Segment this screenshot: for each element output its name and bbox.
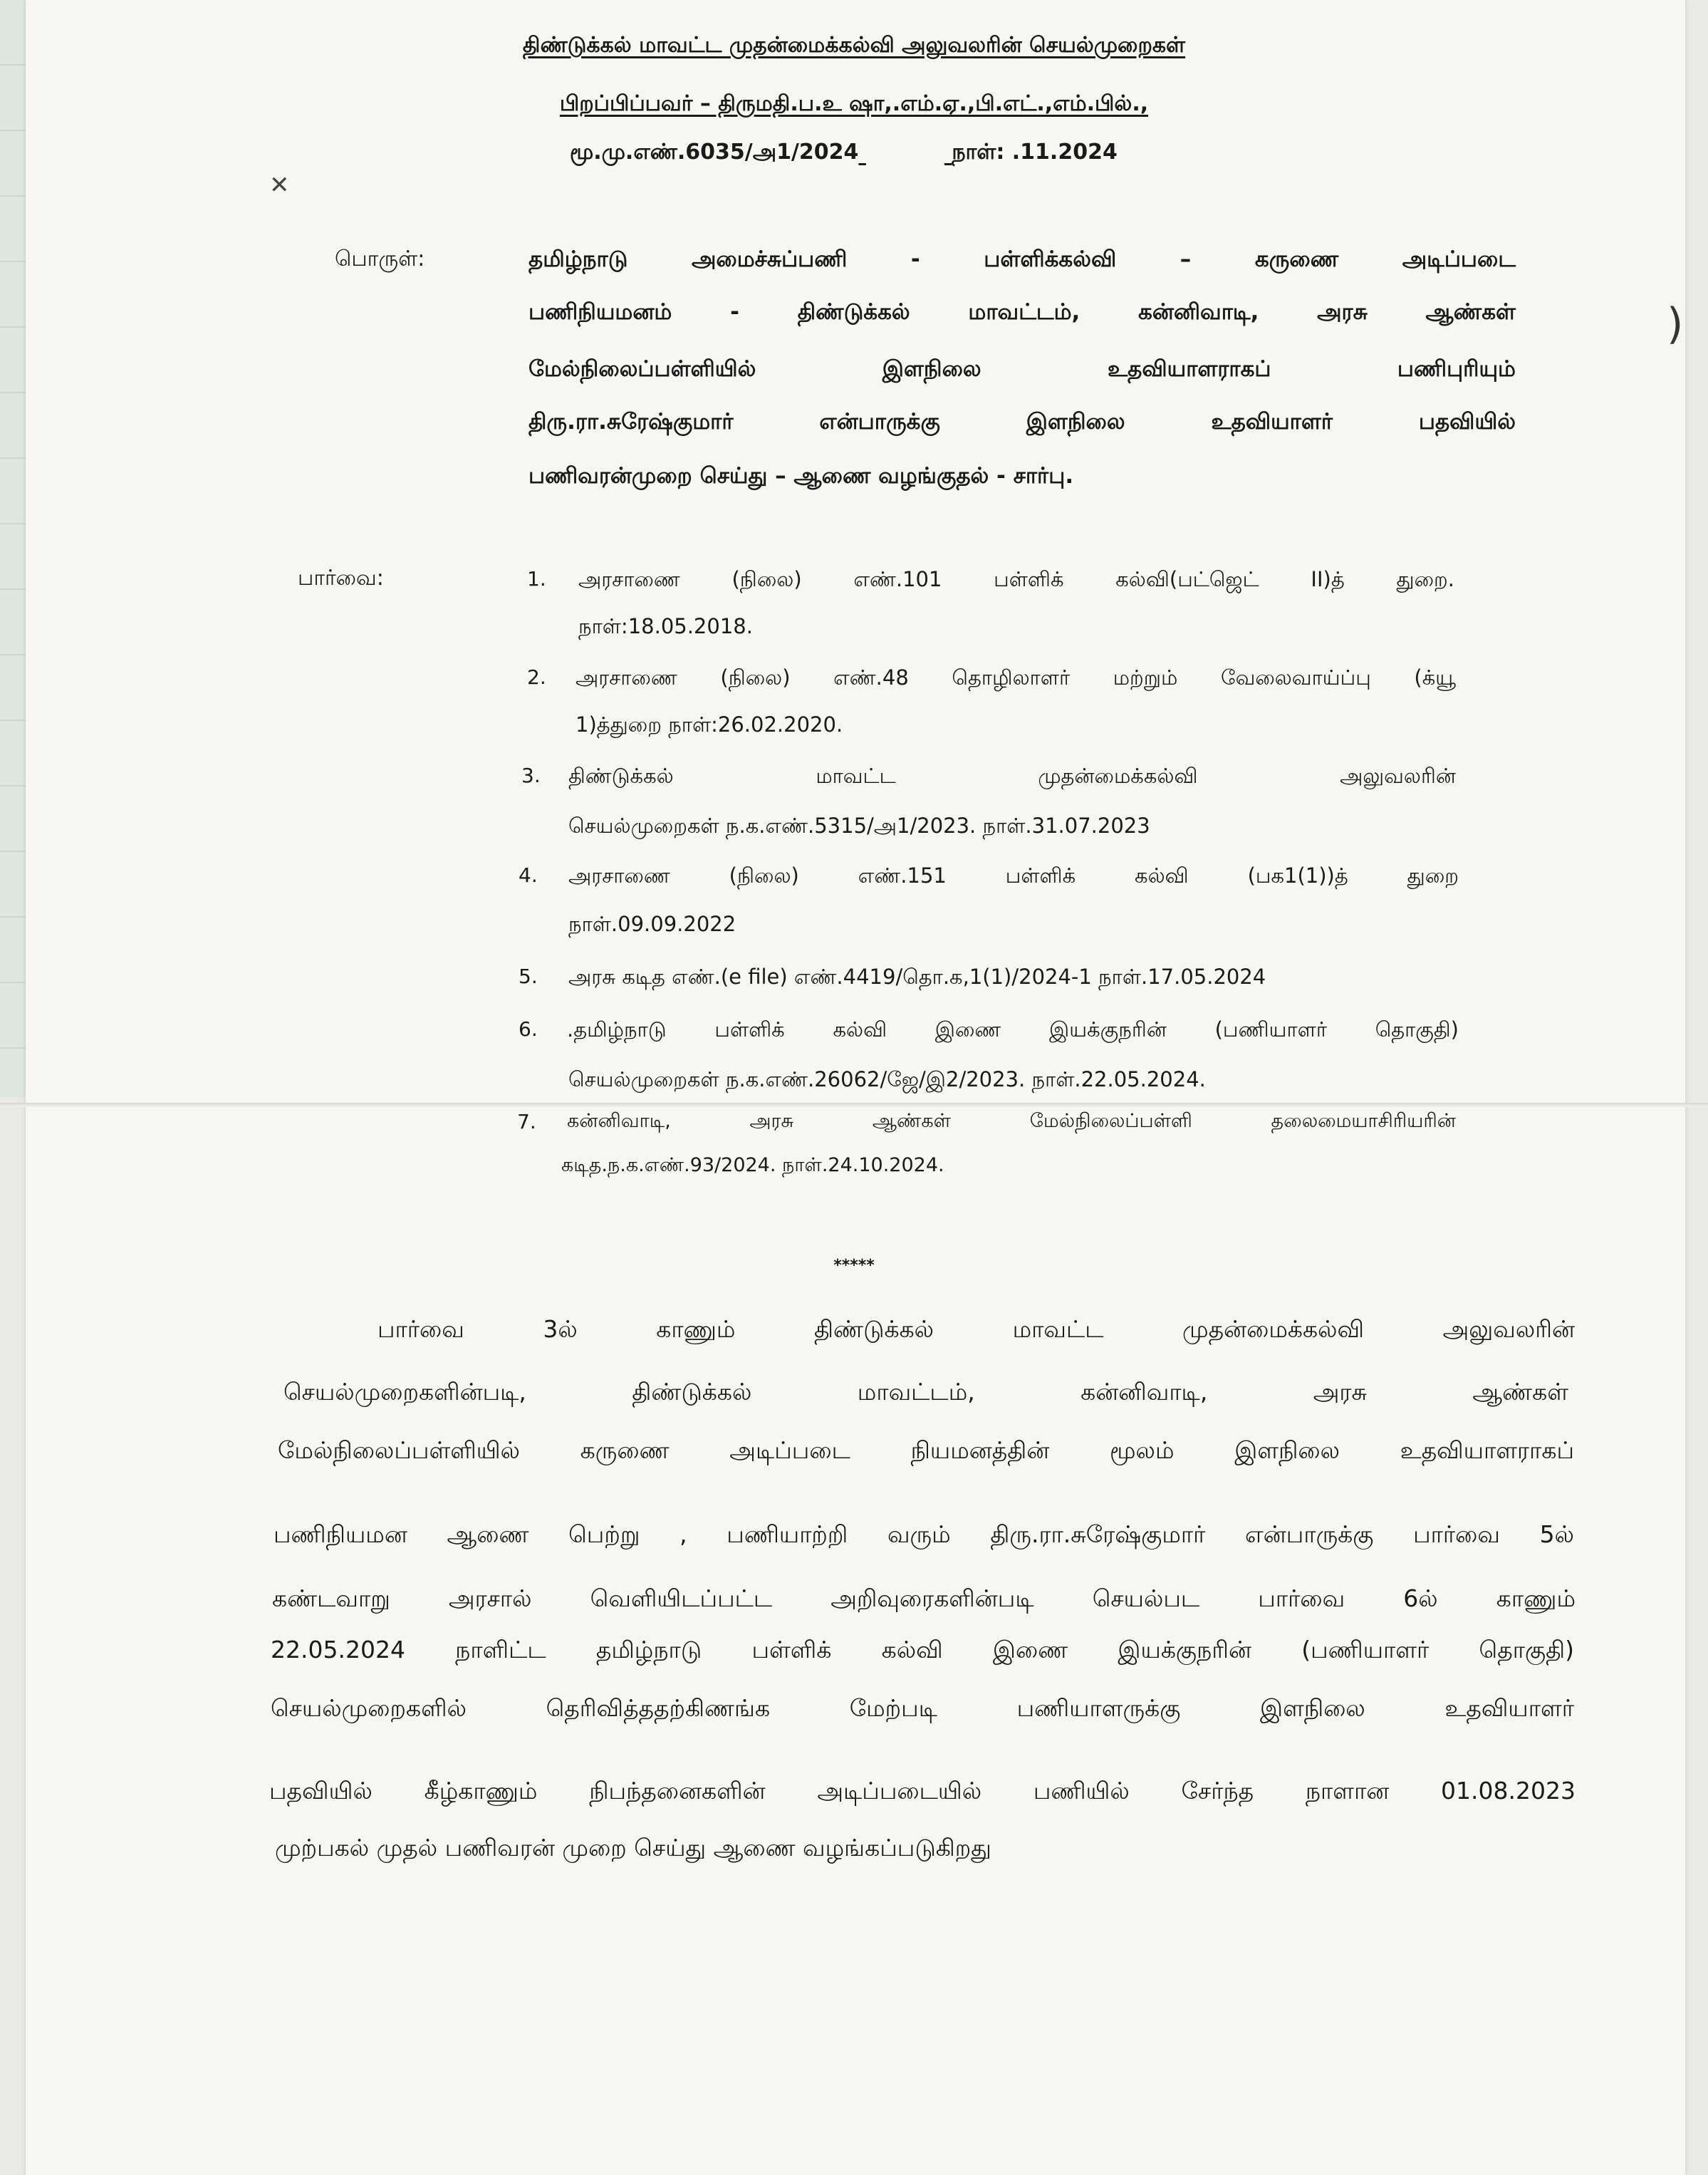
reference-line: அரசாணை (நிலை) எண்.48 தொழிலாளர் மற்றும் வேலைவாய்ப்பு (க்யூ [576,665,1456,690]
body-line: பணிநியமன ஆணை பெற்று , பணியாற்றி வரும் திரு.ரா.சுரேஷ்குமார் என்பாருக்கு பார்வை 5ல் [274,1520,1574,1548]
reference-line: செயல்முறைகள் ந.க.எண்.26062/ஜே/இ2/2023. நாள்.22.05.2024. [568,1067,1206,1091]
body-line: செயல்முறைகளின்படி, திண்டுக்கல் மாவட்டம், கன்னிவாடி, அரசு ஆண்கள் [283,1378,1568,1406]
pen-mark-icon: ✕ [269,171,290,199]
separator: ***** [833,1257,875,1275]
reference-number: 1. [527,567,546,591]
reference-line: கடித.ந.க.எண்.93/2024. நாள்.24.10.2024. [561,1154,944,1176]
subject-label: பொருள்: [335,246,425,271]
document-title: திண்டுக்கல் மாவட்ட முதன்மைக்கல்வி அலுவலரின் செயல்முறைகள் [522,33,1186,58]
body-line: பார்வை 3ல் காணும் திண்டுக்கல் மாவட்ட முதன்மைக்கல்வி அலுவலரின் [377,1315,1575,1343]
body-line: பதவியில் கீழ்காணும் நிபந்தனைகளின் அடிப்படையில் பணியில் சேர்ந்த நாளான 01.08.2023 [269,1777,1576,1805]
reference-line: கன்னிவாடி, அரசு ஆண்கள் மேல்நிலைப்பள்ளி தலைமையாசிரியரின் [567,1110,1456,1132]
reference-line: 1)த்துறை நாள்:26.02.2020. [576,712,843,737]
reference-line: செயல்முறைகள் ந.க.எண்.5315/அ1/2023. நாள்.31.07.2023 [568,814,1150,838]
reference-number: 4. [519,863,538,887]
document-date: நாள்: .11.2024 [952,140,1118,165]
issuer-line: பிறப்பிப்பவர் – திருமதி.ப.உ ஷா,.எம்.ஏ.,பி.எட்.,எம்.பில்., [559,91,1149,116]
body-line: 22.05.2024 நாளிட்ட தமிழ்நாடு பள்ளிக் கல்வி இணை இயக்குநரின் (பணியாளர் தொகுதி) [271,1636,1574,1663]
subject-line: தமிழ்நாடு அமைச்சுப்பணி - பள்ளிக்கல்வி – கருணை அடிப்படை [528,246,1516,272]
reference-number: 7. [517,1110,536,1133]
reference-line: நாள்:18.05.2018. [578,614,753,638]
references-label: பார்வை: [298,566,384,591]
page-fold [0,1103,1708,1107]
reference-number: 2. [527,665,546,689]
pen-bracket-icon: ) [1667,299,1684,349]
ref-date-line [570,140,1182,167]
body-line: செயல்முறைகளில் தெரிவித்ததற்கிணங்க மேற்படி பணியாளருக்கு இளநிலை உதவியாளர் [271,1694,1574,1722]
subject-line: திரு.ரா.சுரேஷ்குமார் என்பாருக்கு இளநிலை உதவியாளர் பதவியில் [528,409,1516,435]
reference-number: 6. [519,1017,538,1041]
notebook-strip [0,0,28,1097]
subject-line: பணிநியமனம் - திண்டுக்கல் மாவட்டம், கன்னிவாடி, அரசு ஆண்கள் [528,299,1516,325]
body-line: கண்டவாறு அரசால் வெளியிடப்பட்ட அறிவுரைகளின்படி செயல்பட பார்வை 6ல் காணும் [272,1584,1576,1612]
subject-line: பணிவரன்முறை செய்து – ஆணை வழங்குதல் - சார்பு. [528,463,1074,489]
reference-number: மூ.மு.எண்.6035/அ1/2024 [570,140,859,165]
body-line: முற்பகல் முதல் பணிவரன் முறை செய்து ஆணை வழங்கப்படுகிறது [275,1834,991,1862]
reference-line: .தமிழ்நாடு பள்ளிக் கல்வி இணை இயக்குநரின் (பணியாளர் தொகுதி) [567,1017,1459,1042]
reference-line: திண்டுக்கல் மாவட்ட முதன்மைக்கல்வி அலுவலரின் [568,764,1456,788]
reference-line: நாள்.09.09.2022 [568,912,736,936]
subject-line: மேல்நிலைப்பள்ளியில் இளநிலை உதவியாளராகப் பணிபுரியும் [528,356,1516,382]
reference-number: 3. [521,764,541,787]
reference-number: 5. [519,965,538,988]
reference-line: அரசாணை (நிலை) எண்.101 பள்ளிக் கல்வி(பட்ஜெட் II)த் துறை. [578,567,1454,591]
reference-line: அரசு கடித எண்.(e file) எண்.4419/தொ.க,1(1)/2024-1 நாள்.17.05.2024 [568,965,1266,989]
reference-line: அரசாணை (நிலை) எண்.151 பள்ளிக் கல்வி (பக1(1))த் துறை [568,863,1459,888]
body-line: மேல்நிலைப்பள்ளியில் கருணை அடிப்படை நியமனத்தின் மூலம் இளநிலை உதவியாளராகப் [278,1436,1574,1464]
